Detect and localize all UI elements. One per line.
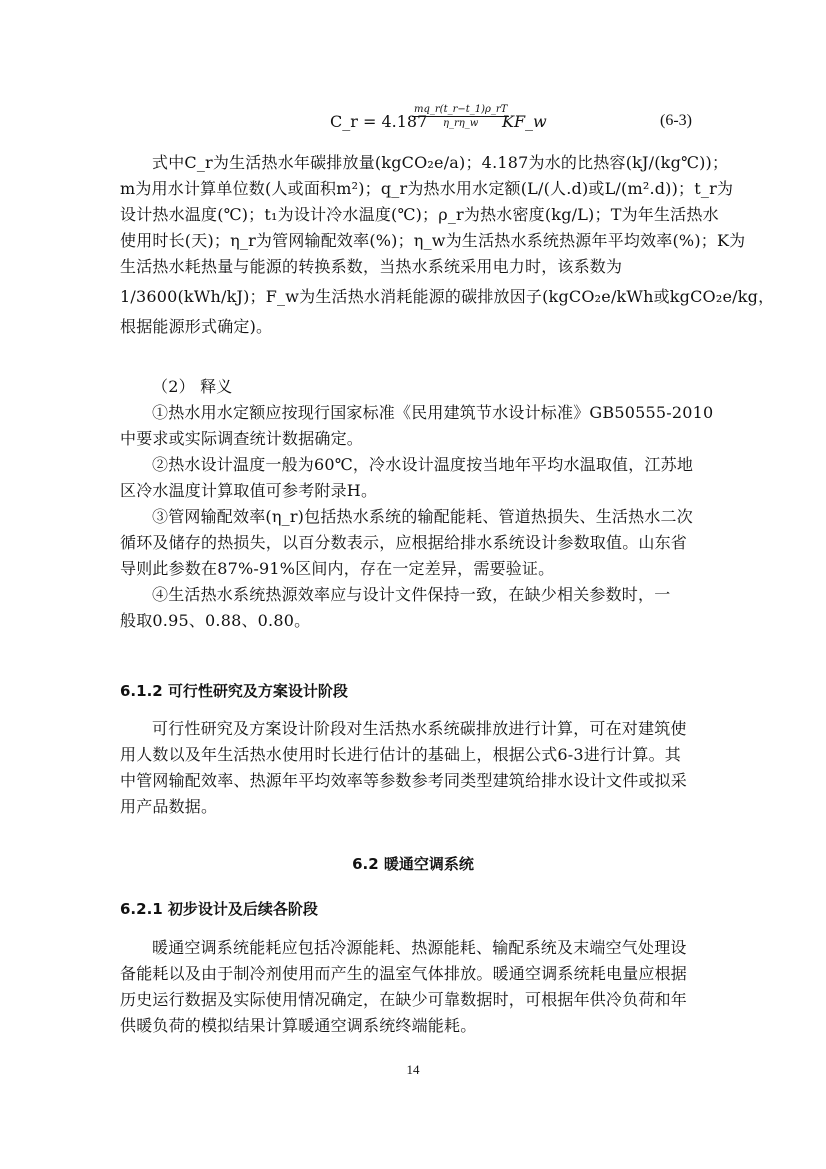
notes-title: （2） 释义 [152, 377, 233, 396]
text-line: 根据能源形式确定)。 [120, 317, 273, 336]
formula-6-3 [0, 100, 826, 144]
text-line: 设计热水温度(℃)；t₁为设计冷水温度(℃)；ρ_r为热水密度(kg/L)；T为年生活热水 [120, 205, 719, 224]
note-line: 般取0.95、0.88、0.80。 [120, 611, 311, 630]
text-line: 生活热水耗热量与能源的转换系数，当热水系统采用电力时，该系数为 [120, 257, 623, 276]
text-line: 备能耗以及由于制冷剂使用而产生的温室气体排放。暖通空调系统耗电量应根据 [120, 964, 688, 983]
formula-denominator: η_rη_w [443, 118, 479, 129]
text-line: 1/3600(kWh/kJ)；F_w为生活热水消耗能源的碳排放因子(kgCO₂e/kWh或kgCO₂e/kg， [120, 287, 775, 306]
formula-number: (6-3) [660, 112, 692, 129]
formula-tail: KF_w [502, 112, 547, 131]
formula-lhs: C_r = 4.187 [330, 112, 428, 131]
text-line: 中管网输配效率、热源年平均效率等参数参考同类型建筑给排水设计文件或拟采 [120, 771, 688, 790]
text-line: 供暖负荷的模拟结果计算暖通空调系统终端能耗。 [120, 1016, 477, 1035]
text-line: 式中C_r为生活热水年碳排放量(kgCO₂e/a)；4.187为水的比热容(kJ/(kg℃))； [152, 153, 729, 172]
text-line: m为用水计算单位数(人或面积m²)；q_r为热水用水定额(L/(人.d)或L/(m².d))；t_r为 [120, 179, 734, 198]
section-heading-6-2: 6.2 暖通空调系统 [352, 855, 474, 873]
formula-numerator: mq_r(t_r−t_1)ρ_rT [414, 104, 508, 115]
section-6-1-2-paragraph [120, 716, 706, 820]
notes-block [120, 374, 714, 634]
section-heading-6-2-1: 6.2.1 初步设计及后续各阶段 [120, 900, 318, 918]
note-line: ④生活热水系统热源效率应与设计文件保持一致，在缺少相关参数时，一 [152, 585, 671, 604]
text-line: 暖通空调系统能耗应包括冷源能耗、热源能耗、输配系统及末端空气处理设 [152, 938, 687, 957]
note-line: 中要求或实际调查统计数据确定。 [120, 429, 364, 448]
text-line: 可行性研究及方案设计阶段对生活热水系统碳排放进行计算，可在对建筑使 [152, 719, 687, 738]
text-line: 历史运行数据及实际使用情况确定，在缺少可靠数据时，可根据年供冷负荷和年 [120, 990, 688, 1009]
section-heading-6-1-2: 6.1.2 可行性研究及方案设计阶段 [120, 682, 348, 700]
text-line: 用产品数据。 [120, 797, 218, 816]
note-line: ①热水用水定额应按现行国家标准《民用建筑节水设计标准》GB50555-2010 [152, 403, 714, 422]
formula-fraction [412, 104, 509, 129]
note-line: ②热水设计温度一般为60℃，冷水设计温度按当地年平均水温取值，江苏地 [152, 455, 694, 474]
section-6-2-1-paragraph [120, 935, 706, 1039]
note-line: 循环及储存的热损失，以百分数表示，应根据给排水系统设计参数取值。山东省 [120, 533, 688, 552]
page-number: 14 [406, 1062, 420, 1077]
text-line: 使用时长(天)；η_r为管网输配效率(%)；η_w为生活热水系统热源年平均效率(%)；K为 [120, 231, 746, 250]
definitions-paragraph [120, 150, 775, 340]
note-line: 导则此参数在87%-91%区间内，存在一定差异，需要验证。 [120, 559, 555, 578]
note-line: 区冷水温度计算取值可参考附录H。 [120, 481, 378, 500]
text-line: 用人数以及年生活热水使用时长进行估计的基础上，根据公式6-3进行计算。其 [120, 745, 681, 764]
note-line: ③管网输配效率(η_r)包括热水系统的输配能耗、管道热损失、生活热水二次 [152, 507, 693, 526]
